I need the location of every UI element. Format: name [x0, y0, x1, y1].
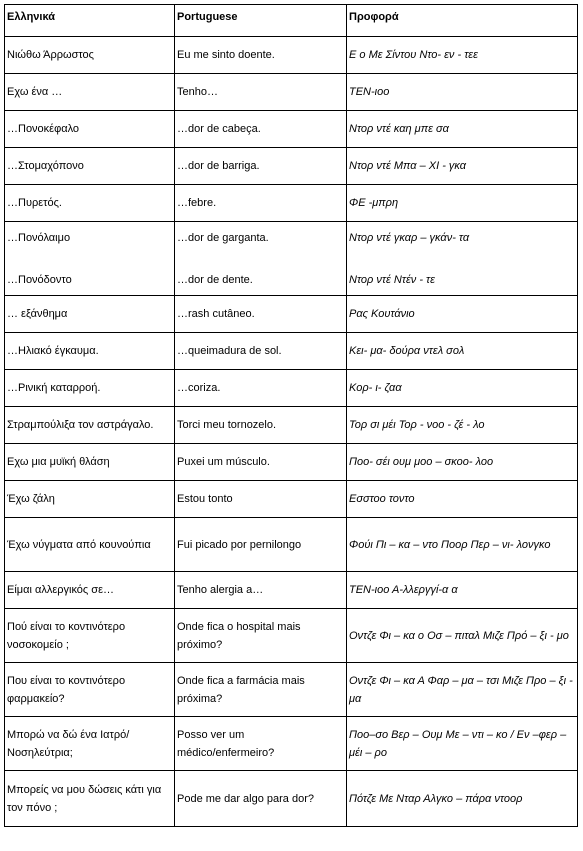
pronunciation-cell: Κει- μα- δούρα ντελ σολ	[347, 333, 578, 370]
portuguese-cell: Fui picado por pernilongo	[175, 518, 347, 572]
portuguese-cell: Onde fica a farmácia mais próxima?	[175, 663, 347, 717]
header-greek: Ελληνικά	[5, 5, 175, 37]
greek-cell: Εχω μια μυϊκή θλάση	[5, 444, 175, 481]
table-row	[5, 771, 578, 827]
cell-stack	[177, 223, 344, 295]
greek-cell: Που είναι το κοντινότερο φαρμακείο?	[5, 663, 175, 717]
header-pronunciation: Προφορά	[347, 5, 578, 37]
portuguese-cell: Torci meu tornozelo.	[175, 407, 347, 444]
greek-cell: Εχω ένα …	[5, 74, 175, 111]
portuguese-cell: …febre.	[175, 185, 347, 222]
greek-cell: …Στομαχόπονο	[5, 148, 175, 185]
greek-cell: Πού είναι το κοντινότερο νοσοκομείο ;	[5, 609, 175, 663]
portuguese-text: …dor de dente.	[177, 273, 253, 286]
portuguese-cell: …queimadura de sol.	[175, 333, 347, 370]
pronunciation-cell	[347, 222, 578, 296]
pronunciation-cell: Ποο- σέι ουμ μοο – σκοο- λοο	[347, 444, 578, 481]
portuguese-cell: Estou tonto	[175, 481, 347, 518]
table-row	[5, 296, 578, 333]
table-row	[5, 74, 578, 111]
pronunciation-cell: Ντορ ντέ Μπα – ΧΙ - γκα	[347, 148, 578, 185]
table-row	[5, 481, 578, 518]
table-row-merged	[5, 222, 578, 296]
pronunciation-cell: ΤΕΝ-ιοο Α-λλεργγί-α α	[347, 572, 578, 609]
pronunciation-cell: Ε ο Με Σίντου Ντο- εν - τεε	[347, 37, 578, 74]
greek-cell: …Ηλιακό έγκαυμα.	[5, 333, 175, 370]
greek-cell: Στραμπούλιξα τον αστράγαλο.	[5, 407, 175, 444]
table-row	[5, 148, 578, 185]
cell-stack	[7, 223, 172, 295]
pronunciation-cell: Πότζε Με Νταρ Αλγκο – πάρα ντοορ	[347, 771, 578, 827]
pronunciation-text: Ντορ ντέ Ντέν - τε	[349, 273, 435, 286]
greek-cell: … εξάνθημα	[5, 296, 175, 333]
pronunciation-cell: ΦΕ -μπρη	[347, 185, 578, 222]
table-row	[5, 333, 578, 370]
table-row	[5, 572, 578, 609]
pronunciation-cell: ΤΕΝ-ιοο	[347, 74, 578, 111]
portuguese-cell: Eu me sinto doente.	[175, 37, 347, 74]
pronunciation-cell: Κορ- ι- ζαα	[347, 370, 578, 407]
greek-text: …Πονόλαιμο	[7, 231, 71, 244]
greek-cell: Έχω νύγματα από κουνούπια	[5, 518, 175, 572]
pronunciation-text: Ντορ ντέ γκαρ – γκάν- τα	[349, 231, 470, 244]
pronunciation-cell: Τορ σι μέι Τορ - νοο - ζέ - λο	[347, 407, 578, 444]
pronunciation-cell: Φούι Πι – κα – ντο Ποορ Περ – νι- λονγκο	[347, 518, 578, 572]
pronunciation-cell: Ντορ ντέ καη μπε σα	[347, 111, 578, 148]
greek-cell: …Ρινική καταρροή.	[5, 370, 175, 407]
portuguese-cell: …dor de cabeça.	[175, 111, 347, 148]
table-row	[5, 37, 578, 74]
cell-stack	[349, 223, 575, 295]
greek-cell: …Πυρετός.	[5, 185, 175, 222]
header-portuguese: Portuguese	[175, 5, 347, 37]
greek-cell: Είμαι αλλεργικός σε…	[5, 572, 175, 609]
portuguese-cell: Posso ver um médico/enfermeiro?	[175, 717, 347, 771]
greek-text: …Πονόδοντο	[7, 273, 72, 286]
greek-cell: Μπορείς να μου δώσεις κάτι για τον πόνο ;	[5, 771, 175, 827]
portuguese-cell	[175, 222, 347, 296]
table-row	[5, 185, 578, 222]
pronunciation-cell: Οντζε Φι – κα Α Φαρ – μα – τσι Μιζε Προ – ξι - μα	[347, 663, 578, 717]
pronunciation-cell: Εσστοο τοντο	[347, 481, 578, 518]
pronunciation-cell: Ρας Κουτάνιο	[347, 296, 578, 333]
pronunciation-cell: Ποο–σο Βερ – Ουμ Με – ντι – κο / Εν –φερ – μέι – ρο	[347, 717, 578, 771]
greek-cell: Νιώθω Άρρωστος	[5, 37, 175, 74]
portuguese-cell: Pode me dar algo para dor?	[175, 771, 347, 827]
table-row	[5, 518, 578, 572]
table-row	[5, 663, 578, 717]
header-row	[5, 5, 578, 37]
portuguese-cell: …dor de barriga.	[175, 148, 347, 185]
portuguese-cell: Puxei um músculo.	[175, 444, 347, 481]
table-row	[5, 717, 578, 771]
portuguese-cell: Onde fica o hospital mais próximo?	[175, 609, 347, 663]
greek-cell: …Πονοκέφαλο	[5, 111, 175, 148]
portuguese-cell: …rash cutâneo.	[175, 296, 347, 333]
table-row	[5, 111, 578, 148]
portuguese-text: …dor de garganta.	[177, 231, 269, 244]
table-row	[5, 444, 578, 481]
portuguese-cell: Tenho…	[175, 74, 347, 111]
portuguese-cell: …coriza.	[175, 370, 347, 407]
phrase-table	[4, 4, 578, 827]
pronunciation-cell: Οντζε Φι – κα ο Οσ – πιταλ Μιζε Πρό – ξι - μο	[347, 609, 578, 663]
table-row	[5, 407, 578, 444]
greek-cell	[5, 222, 175, 296]
portuguese-cell: Tenho alergia a…	[175, 572, 347, 609]
table-row	[5, 609, 578, 663]
greek-cell: Έχω ζάλη	[5, 481, 175, 518]
greek-cell: Μπορώ να δώ ένα Ιατρό/ Νοσηλεύτρια;	[5, 717, 175, 771]
table-row	[5, 370, 578, 407]
